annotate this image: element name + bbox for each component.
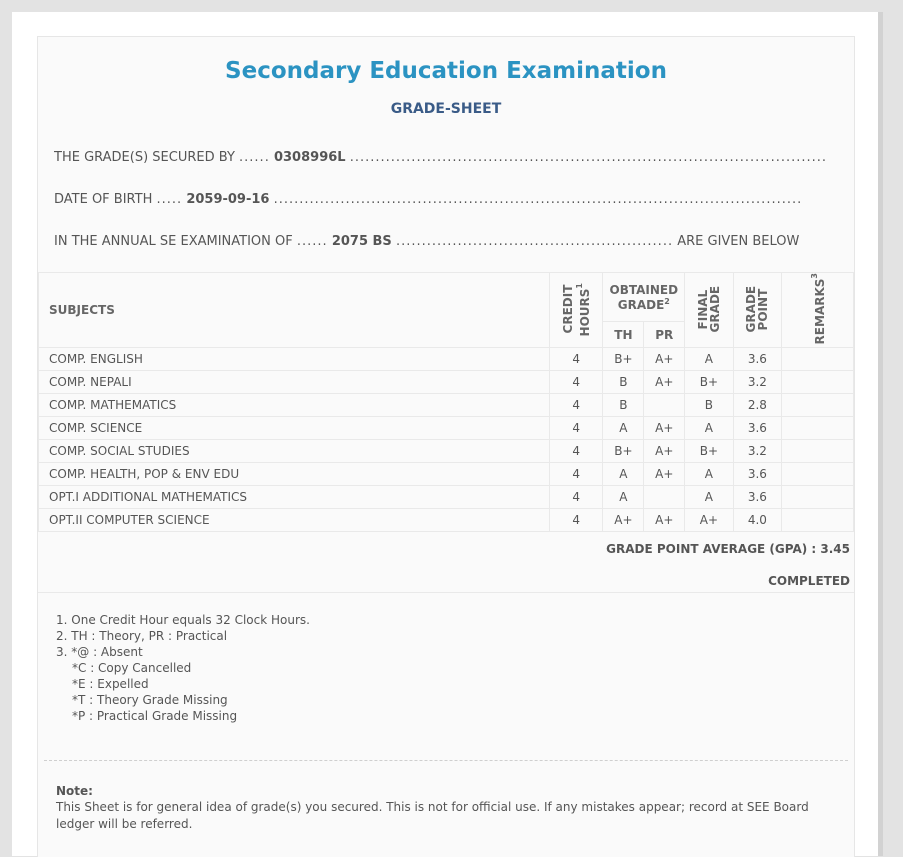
subject-cell: COMP. NEPALI xyxy=(39,371,550,394)
th-cell: A xyxy=(603,417,644,440)
dob-value: 2059-09-16 xyxy=(186,192,270,207)
note-title: Note: xyxy=(56,784,93,798)
th-header: TH xyxy=(603,322,644,348)
exam-suffix: ARE GIVEN BELOW xyxy=(677,234,800,249)
sheet-subtitle: GRADE-SHEET xyxy=(390,101,502,117)
subject-cell: COMP. MATHEMATICS xyxy=(39,394,550,417)
credit-hours-header: CREDIT HOURS$^1$ xyxy=(549,273,602,348)
remarks-cell xyxy=(782,348,854,371)
final-grade-cell: A xyxy=(685,463,733,486)
pr-cell: A+ xyxy=(644,371,685,394)
grade-sheet xyxy=(37,36,855,857)
exam-line: IN THE ANNUAL SE EXAMINATION OF ...... 2075 BS ...................................................... ARE GIVEN BELOW xyxy=(54,234,800,249)
exam-year: 2075 BS xyxy=(331,234,392,249)
final-grade-header: FINAL GRADE xyxy=(685,273,733,348)
dob-line: DATE OF BIRTH ..... 2059-09-16 ....................................................................................................... xyxy=(54,192,803,207)
th-cell: B xyxy=(603,371,644,394)
section-divider xyxy=(38,592,854,593)
final-grade-cell: B xyxy=(685,394,733,417)
pr-cell: A+ xyxy=(644,348,685,371)
grade-point-cell: 3.6 xyxy=(733,417,781,440)
remarks-cell xyxy=(782,394,854,417)
grade-point-cell: 3.6 xyxy=(733,463,781,486)
table-row xyxy=(39,440,854,463)
final-grade-cell: A xyxy=(685,417,733,440)
remarks-cell xyxy=(782,509,854,532)
credit-cell: 4 xyxy=(549,394,602,417)
th-cell: A xyxy=(603,486,644,509)
final-grade-cell: A xyxy=(685,348,733,371)
pr-header: PR xyxy=(644,322,685,348)
th-cell: B+ xyxy=(603,348,644,371)
grade-point-cell: 3.2 xyxy=(733,440,781,463)
grade-point-cell: 2.8 xyxy=(733,394,781,417)
subject-cell: COMP. SCIENCE xyxy=(39,417,550,440)
credit-cell: 4 xyxy=(549,509,602,532)
credit-cell: 4 xyxy=(549,417,602,440)
legend-item: *T : Theory Grade Missing xyxy=(72,693,228,707)
credit-cell: 4 xyxy=(549,463,602,486)
table-row xyxy=(39,348,854,371)
remarks-cell xyxy=(782,463,854,486)
exam-title: Secondary Education Examination xyxy=(225,58,667,84)
note-section xyxy=(56,784,836,833)
subjects-header: SUBJECTS xyxy=(39,273,550,348)
th-cell: B+ xyxy=(603,440,644,463)
subject-cell: COMP. ENGLISH xyxy=(39,348,550,371)
credit-cell: 4 xyxy=(549,348,602,371)
subject-cell: OPT.II COMPUTER SCIENCE xyxy=(39,509,550,532)
th-cell: A+ xyxy=(603,509,644,532)
credit-cell: 4 xyxy=(549,371,602,394)
subject-cell: OPT.I ADDITIONAL MATHEMATICS xyxy=(39,486,550,509)
remarks-cell xyxy=(782,486,854,509)
table-row xyxy=(39,417,854,440)
obtained-grade-header: OBTAINED GRADE$^2$ xyxy=(603,273,685,322)
table-row xyxy=(39,394,854,417)
dob-label: DATE OF BIRTH xyxy=(54,192,153,207)
final-grade-cell: B+ xyxy=(685,371,733,394)
legend-item: *C : Copy Cancelled xyxy=(72,661,192,675)
pr-cell: A+ xyxy=(644,463,685,486)
scrollbar-track[interactable] xyxy=(878,12,883,856)
grade-point-cell: 3.6 xyxy=(733,486,781,509)
pr-cell: A+ xyxy=(644,509,685,532)
pr-cell: A+ xyxy=(644,440,685,463)
credit-cell: 4 xyxy=(549,486,602,509)
subject-cell: COMP. HEALTH, POP & ENV EDU xyxy=(39,463,550,486)
legend-item: 1. One Credit Hour equals 32 Clock Hours. xyxy=(56,613,310,627)
remarks-cell xyxy=(782,417,854,440)
exam-label: IN THE ANNUAL SE EXAMINATION OF xyxy=(54,234,293,249)
table-row xyxy=(39,486,854,509)
legend-item: *E : Expelled xyxy=(72,677,149,691)
subject-cell: COMP. SOCIAL STUDIES xyxy=(39,440,550,463)
remarks-cell xyxy=(782,371,854,394)
legend xyxy=(56,612,310,724)
pr-cell: A+ xyxy=(644,417,685,440)
pr-cell xyxy=(644,486,685,509)
credit-cell: 4 xyxy=(549,440,602,463)
legend-item: *P : Practical Grade Missing xyxy=(72,709,238,723)
final-grade-cell: B+ xyxy=(685,440,733,463)
grade-point-cell: 3.6 xyxy=(733,348,781,371)
gpa-summary: GRADE POINT AVERAGE (GPA) : 3.45 xyxy=(606,542,850,556)
table-row xyxy=(39,371,854,394)
grade-point-cell: 4.0 xyxy=(733,509,781,532)
remarks-cell xyxy=(782,440,854,463)
table-row xyxy=(39,509,854,532)
note-body: This Sheet is for general idea of grade(s) you secured. This is not for official use. If any mistakes appear; record at SEE Board ledger will be referred. xyxy=(56,800,809,831)
legend-item: 3. *@ : Absent xyxy=(56,645,143,659)
final-grade-cell: A xyxy=(685,486,733,509)
secured-by-label: THE GRADE(S) SECURED BY xyxy=(54,150,235,165)
table-row xyxy=(39,463,854,486)
remarks-header: REMARKS$^3$ xyxy=(782,273,854,348)
dashed-divider xyxy=(44,760,848,761)
th-cell: B xyxy=(603,394,644,417)
symbol-number: 0308996L xyxy=(273,150,346,165)
grade-point-header: GRADE POINT xyxy=(733,273,781,348)
legend-item: 2. TH : Theory, PR : Practical xyxy=(56,629,228,643)
grades-table xyxy=(38,272,854,532)
pr-cell xyxy=(644,394,685,417)
result-status: COMPLETED xyxy=(768,574,850,588)
final-grade-cell: A+ xyxy=(685,509,733,532)
th-cell: A xyxy=(603,463,644,486)
grade-point-cell: 3.2 xyxy=(733,371,781,394)
secured-by-line: THE GRADE(S) SECURED BY ...... 0308996L ............................................................................................. xyxy=(54,150,828,165)
